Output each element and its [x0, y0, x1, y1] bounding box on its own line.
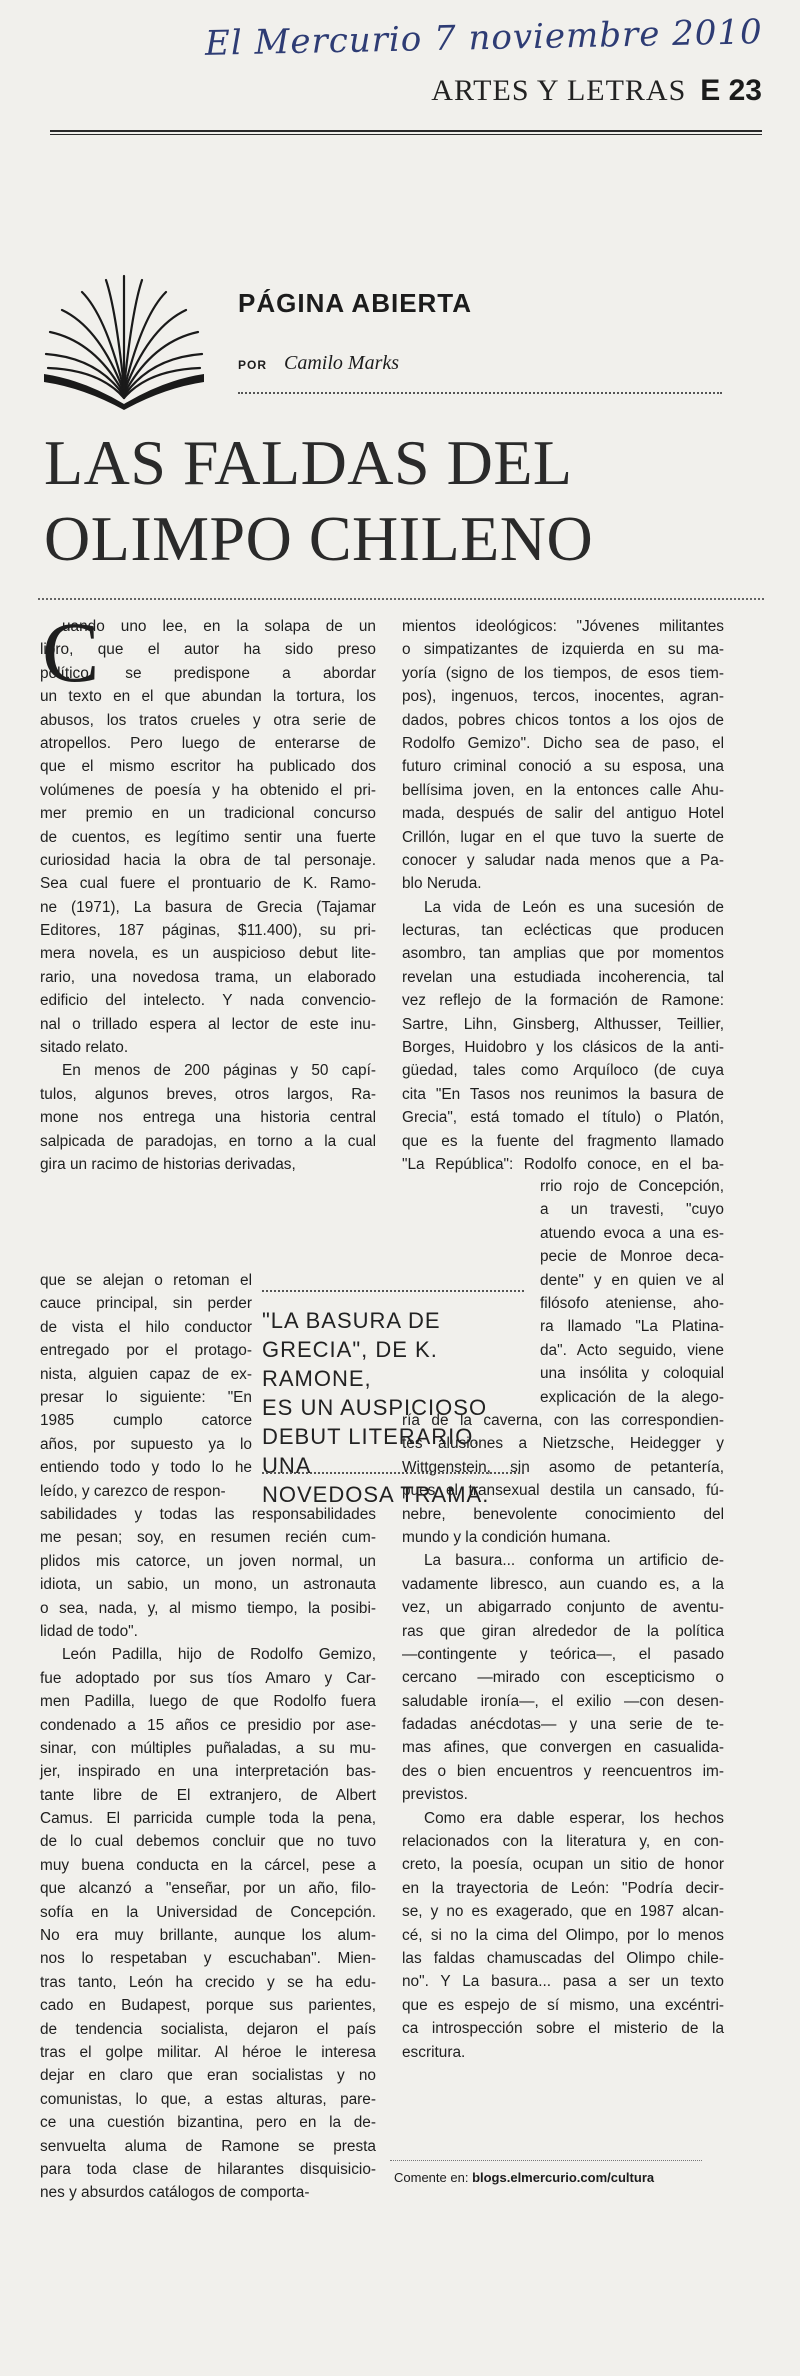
article-line: las faldas chamuscadas del Olimpo chile-: [402, 1949, 724, 1967]
article-line: En menos de 200 páginas y 50 capí-: [62, 1062, 376, 1080]
article-line: pecie de Monroe deca-: [540, 1248, 724, 1266]
article-line: —contingente y teórica—, el pasado: [402, 1645, 724, 1663]
article-line: mera novela, es un auspicioso debut lite-: [40, 945, 376, 963]
article-line: atropellos. Pero luego de enterarse de: [40, 734, 376, 752]
article-line: jer, inspirado en una interpretación bas-: [40, 1763, 376, 1781]
headline-line-1: LAS FALDAS DEL: [44, 427, 573, 498]
article-line: mer premio en un tradicional concurso: [40, 805, 376, 823]
article-line: escritura.: [402, 2043, 466, 2061]
article-line: sabilidades y todas las responsabilidades: [40, 1506, 376, 1523]
article-line: años, por supuesto ya lo: [40, 1435, 252, 1453]
article-line: que es la fuente del fragmento llamado: [402, 1132, 724, 1150]
article-line: dejar en claro que eran socialistas y no: [40, 2067, 376, 2085]
article-line: mas afines, que convergen en casualida-: [402, 1739, 724, 1757]
article-line: Borges, Huidobro y los clásicos de la anti-: [402, 1039, 724, 1057]
article-line: para toda clase de hilarantes disquisicio-: [40, 2160, 376, 2178]
article-line: La basura... conforma un artificio de-: [424, 1552, 724, 1570]
pullquote-rule-bottom: [262, 1472, 524, 1474]
article-line: creto, la poesía, ocupan un sitio de honor: [402, 1856, 724, 1874]
article-line: relacionados con la literatura y, en con-: [402, 1833, 724, 1851]
article-line: ca introspección sobre el misterio de la: [402, 2020, 724, 2038]
article-line: Sartre, Lihn, Ginsberg, Althusser, Teillier,: [402, 1015, 724, 1033]
article-line: político, se predispone a abordar: [40, 664, 376, 682]
header-rule-thin: [50, 134, 762, 135]
article-line: Crillón, lugar en el que tuvo la suerte de: [402, 828, 724, 846]
article-line: Rodolfo Gemizo". Dicho sea de paso, el: [402, 734, 724, 752]
byline: [238, 352, 399, 375]
article-line: que se alejan o retoman el: [40, 1272, 252, 1289]
article-line: comunistas, lo que, a estas alturas, pare-: [40, 2090, 376, 2108]
article-line: de vista el hilo conductor: [40, 1318, 252, 1336]
article-line: fue adoptado por sus tíos Amaro y Car-: [40, 1669, 376, 1687]
headline-rule: [38, 598, 764, 600]
header-rule: [50, 130, 762, 132]
column-name: PÁGINA ABIERTA: [238, 288, 473, 318]
article-line: rrio rojo de Concepción,: [540, 1178, 724, 1195]
article-line: La vida de León es una sucesión de: [424, 898, 724, 916]
article-line: nos lo respetaban y escuchaban". Mien-: [40, 1950, 376, 1968]
section-header: [342, 74, 762, 108]
article-line: o simpatizantes de izquierda en su ma-: [402, 641, 724, 659]
article-line: curiosidad hacia la obra de tal personaje.: [40, 851, 376, 869]
article-line: gira un racimo de historias derivadas,: [40, 1155, 296, 1173]
author-name: Camilo Marks: [284, 352, 400, 374]
article-line: León Padilla, hijo de Rodolfo Gemizo,: [62, 1646, 376, 1664]
article-line: sitado relato.: [40, 1039, 129, 1057]
article-line: blo Neruda.: [402, 875, 482, 893]
article-line: rario, una novedosa trama, un elaborado: [40, 968, 376, 986]
pullquote: [262, 1306, 530, 1509]
pullquote-rule-top: [262, 1290, 524, 1292]
article-line: men Padilla, luego de que Rodolfo fuera: [40, 1693, 376, 1711]
article-line: nebre, benevolente conocimiento del: [402, 1505, 724, 1523]
article-line: muy buena conducta en la cárcel, pese a: [40, 1856, 376, 1874]
footer-label: Comente en:: [394, 2170, 469, 2185]
article-line: tras el golpe militar. Al héroe le interesa: [40, 2043, 376, 2061]
article-line: yoría (signo de los tiempos, de esos tiem-: [402, 664, 724, 682]
article-line: asombro, tan amplias que por momentos: [402, 945, 724, 963]
pullquote-line: "LA BASURA DE: [262, 1308, 441, 1333]
article-line: o sea, nada, y, al mismo tiempo, la posibi-: [40, 1599, 376, 1617]
pullquote-line: GRECIA", DE K. RAMONE,: [262, 1337, 438, 1391]
article-line: pos), ingenuos, tercos, inocentes, agran-: [402, 688, 724, 706]
article-line: me pesan; soy, en resumen recién cum-: [40, 1529, 376, 1547]
column-1-top: [40, 615, 376, 1176]
article-line: ce una cuestión bizantina, pero en la de-: [40, 2114, 376, 2132]
article-line: da". Acto seguido, viene: [540, 1341, 724, 1359]
article-line: No era muy brillante, aunque los alum-: [40, 1927, 376, 1945]
article-line: Camus. El parricida cumple toda la pena,: [40, 1810, 376, 1828]
byline-rule: [238, 392, 722, 394]
article-line: idiota, un sabio, un mono, un astronauta: [40, 1576, 376, 1594]
article-line: vadamente libresco, aun cuando es, a la: [402, 1575, 724, 1593]
article-line: vez, un abigarrado conjunto de aventu-: [402, 1599, 724, 1617]
article-line: des o bien encuentros y reencuentros im-: [402, 1762, 724, 1780]
article-line: sofía en la Universidad de Concepción.: [40, 1903, 376, 1921]
article-line: plidos mis catorce, un joven normal, un: [40, 1552, 376, 1570]
article-line: uando uno lee, en la solapa de un: [62, 618, 376, 635]
footer-rule: [390, 2160, 702, 2161]
article-line: dados, pobres chicos tontos a los ojos de: [402, 711, 724, 729]
article-line: filósofo ateniense, aho-: [540, 1294, 724, 1312]
article-line: mone nos entrega una historia central: [40, 1109, 376, 1127]
article-line: senvuelta aluma de Ramone se presta: [40, 2137, 376, 2155]
article-line: nista, alguien capaz de ex-: [40, 1365, 252, 1383]
article-line: que es espejo de sí mismo, una excéntri-: [402, 1996, 724, 2014]
article-line: saludable ironía—, el exilio —con desen-: [402, 1692, 724, 1710]
article-line: ras que giran alrededor de la política: [402, 1622, 724, 1640]
article-line: se, y no es exagerado, que en 1987 alcan-: [402, 1903, 724, 1921]
article-line: cercano —mirado con escepticismo o: [402, 1669, 724, 1687]
article-line: güedad, tales como Arquíloco (de cuya: [402, 1062, 724, 1080]
article-line: lecturas, tan eclécticas que producen: [402, 922, 724, 940]
article-line: pues el transexual destila un cansado, fú-: [402, 1482, 724, 1500]
article-line: lidad de todo".: [40, 1622, 138, 1640]
article-line: revelan una estudiada incoherencia, tal: [402, 968, 724, 986]
article-line: Sea cual fuere el prontuario de K. Ramo-: [40, 875, 376, 893]
article-line: cé, si no la cima del Olimpo, por lo menos: [402, 1926, 724, 1944]
article-line: libro, que el autor ha sido preso: [40, 641, 376, 659]
article-line: de cuentos, es legítimo sentir una fuerte: [40, 828, 376, 846]
article-line: entiendo todo y todo lo he: [40, 1459, 252, 1477]
article-line: tante libre de El extranjero, de Albert: [40, 1786, 376, 1804]
article-line: atuendo evoca a una es-: [540, 1224, 724, 1242]
pullquote-line: NOVEDOSA TRAMA.: [262, 1482, 490, 1507]
article-line: tes alusiones a Nietzsche, Heidegger y: [402, 1435, 724, 1453]
article-line: "La República": Rodolfo conoce, en el ba-: [402, 1155, 724, 1173]
article-line: de tendencia socialista, dejaron el país: [40, 2020, 376, 2038]
article-line: Como era dable esperar, los hechos: [424, 1809, 724, 1827]
pullquote-line: ES UN AUSPICIOSO: [262, 1395, 488, 1420]
article-line: que el mismo escritor ha publicado dos: [40, 758, 376, 776]
article-line: una insólita y coloquial: [540, 1365, 724, 1383]
article-line: mundo y la condición humana.: [402, 1528, 611, 1546]
article-line: que alcanzó a "enseñar, por un año, filo-: [40, 1880, 376, 1898]
section-title: ARTES Y LETRAS: [431, 74, 687, 107]
page-number: E 23: [700, 74, 762, 107]
article-line: sinar, con múltiples puñaladas, a su mu-: [40, 1739, 376, 1757]
article-line: abusos, los tratos crueles y otra serie de: [40, 711, 376, 729]
column-2-narrow: [540, 1175, 724, 1409]
footer: [394, 2170, 654, 2185]
column-2-top: [402, 615, 724, 1176]
article-line: condenado a 15 años ce presidio por ase-: [40, 1716, 376, 1734]
article-line: mada, después de salir del antiguo Hotel: [402, 805, 724, 823]
headline: [44, 425, 764, 577]
article-line: 1985 cumplo catorce: [40, 1412, 252, 1430]
article-line: en la trayectoria de León: "Podría decir-: [402, 1879, 724, 1897]
column-1-bottom: [40, 1503, 376, 2205]
article-line: salpicada de paradojas, en torno a la cual: [40, 1132, 376, 1150]
article-line: previstos.: [402, 1786, 468, 1804]
article-line: tras tanto, León ha crecido y se ha edu-: [40, 1973, 376, 1991]
article-line: cauce principal, sin perder: [40, 1295, 252, 1313]
drop-cap: C: [42, 604, 100, 700]
article-line: tulos, algunos breves, otros largos, Ra-: [40, 1085, 376, 1103]
article-line: un texto en el que abundan la tortura, los: [40, 688, 376, 706]
article-line: de lo cual debemos concluir que no tuvo: [40, 1833, 376, 1851]
article-line: ría de la caverna, con las correspondien-: [402, 1412, 724, 1429]
article-line: leído, y carezco de respon-: [40, 1482, 226, 1500]
article-line: nal o trillado espera al lector de este inu-: [40, 1015, 376, 1033]
open-book-icon: [40, 270, 208, 410]
article-line: dente" y en quien ve al: [540, 1271, 724, 1289]
article-line: fadadas anécdotas— y una serie de te-: [402, 1716, 724, 1734]
footer-link[interactable]: blogs.elmercurio.com/cultura: [472, 2170, 655, 2185]
article-line: Grecia", está tomado el título) o Platón,: [402, 1109, 724, 1127]
article-line: mientos ideológicos: "Jóvenes militantes: [402, 618, 724, 635]
article-line: presar lo siguiente: "En: [40, 1388, 252, 1406]
article-line: futuro criminal conoció a su esposa, una: [402, 758, 724, 776]
article-line: a un travesti, "cuyo: [540, 1201, 724, 1219]
article-line: volúmenes de poesía y ha obtenido el pri-: [40, 781, 376, 799]
column-1-narrow: [40, 1269, 252, 1503]
handwritten-note: El Mercurio 7 noviembre 2010: [204, 12, 764, 64]
pullquote-line: DEBUT LITERARIO, UNA: [262, 1424, 481, 1478]
article-line: no". Y La basura... pasa a ser un texto: [402, 1973, 724, 1991]
article-line: entregado por el protago-: [40, 1342, 252, 1360]
article-line: nes y absurdos catálogos de comporta-: [40, 2184, 310, 2202]
article-line: bellísima joven, en la entonces calle Ahu-: [402, 781, 724, 799]
article-line: conocer y saludar nada menos que a Pa-: [402, 851, 724, 869]
article-line: explicación de la alego-: [540, 1388, 724, 1406]
byline-label: POR: [238, 358, 268, 372]
article-line: ra llamado "La Platina-: [540, 1318, 724, 1336]
article-line: edificio del intelecto. Y nada convencio-: [40, 992, 376, 1010]
article-line: cado en Budapest, porque sus parientes,: [40, 1997, 376, 2015]
article-line: Wittgenstein, sin asomo de petantería,: [402, 1458, 724, 1476]
article-line: vez reflejo de la formación de Ramone:: [402, 992, 724, 1010]
article-line: cita "En Tasos nos reunimos la basura de: [402, 1085, 724, 1103]
article-line: ne (1971), La basura de Grecia (Tajamar: [40, 898, 376, 916]
article-line: Editores, 187 páginas, $11.400), su pri-: [40, 922, 376, 940]
headline-line-2: OLIMPO CHILENO: [44, 503, 594, 574]
